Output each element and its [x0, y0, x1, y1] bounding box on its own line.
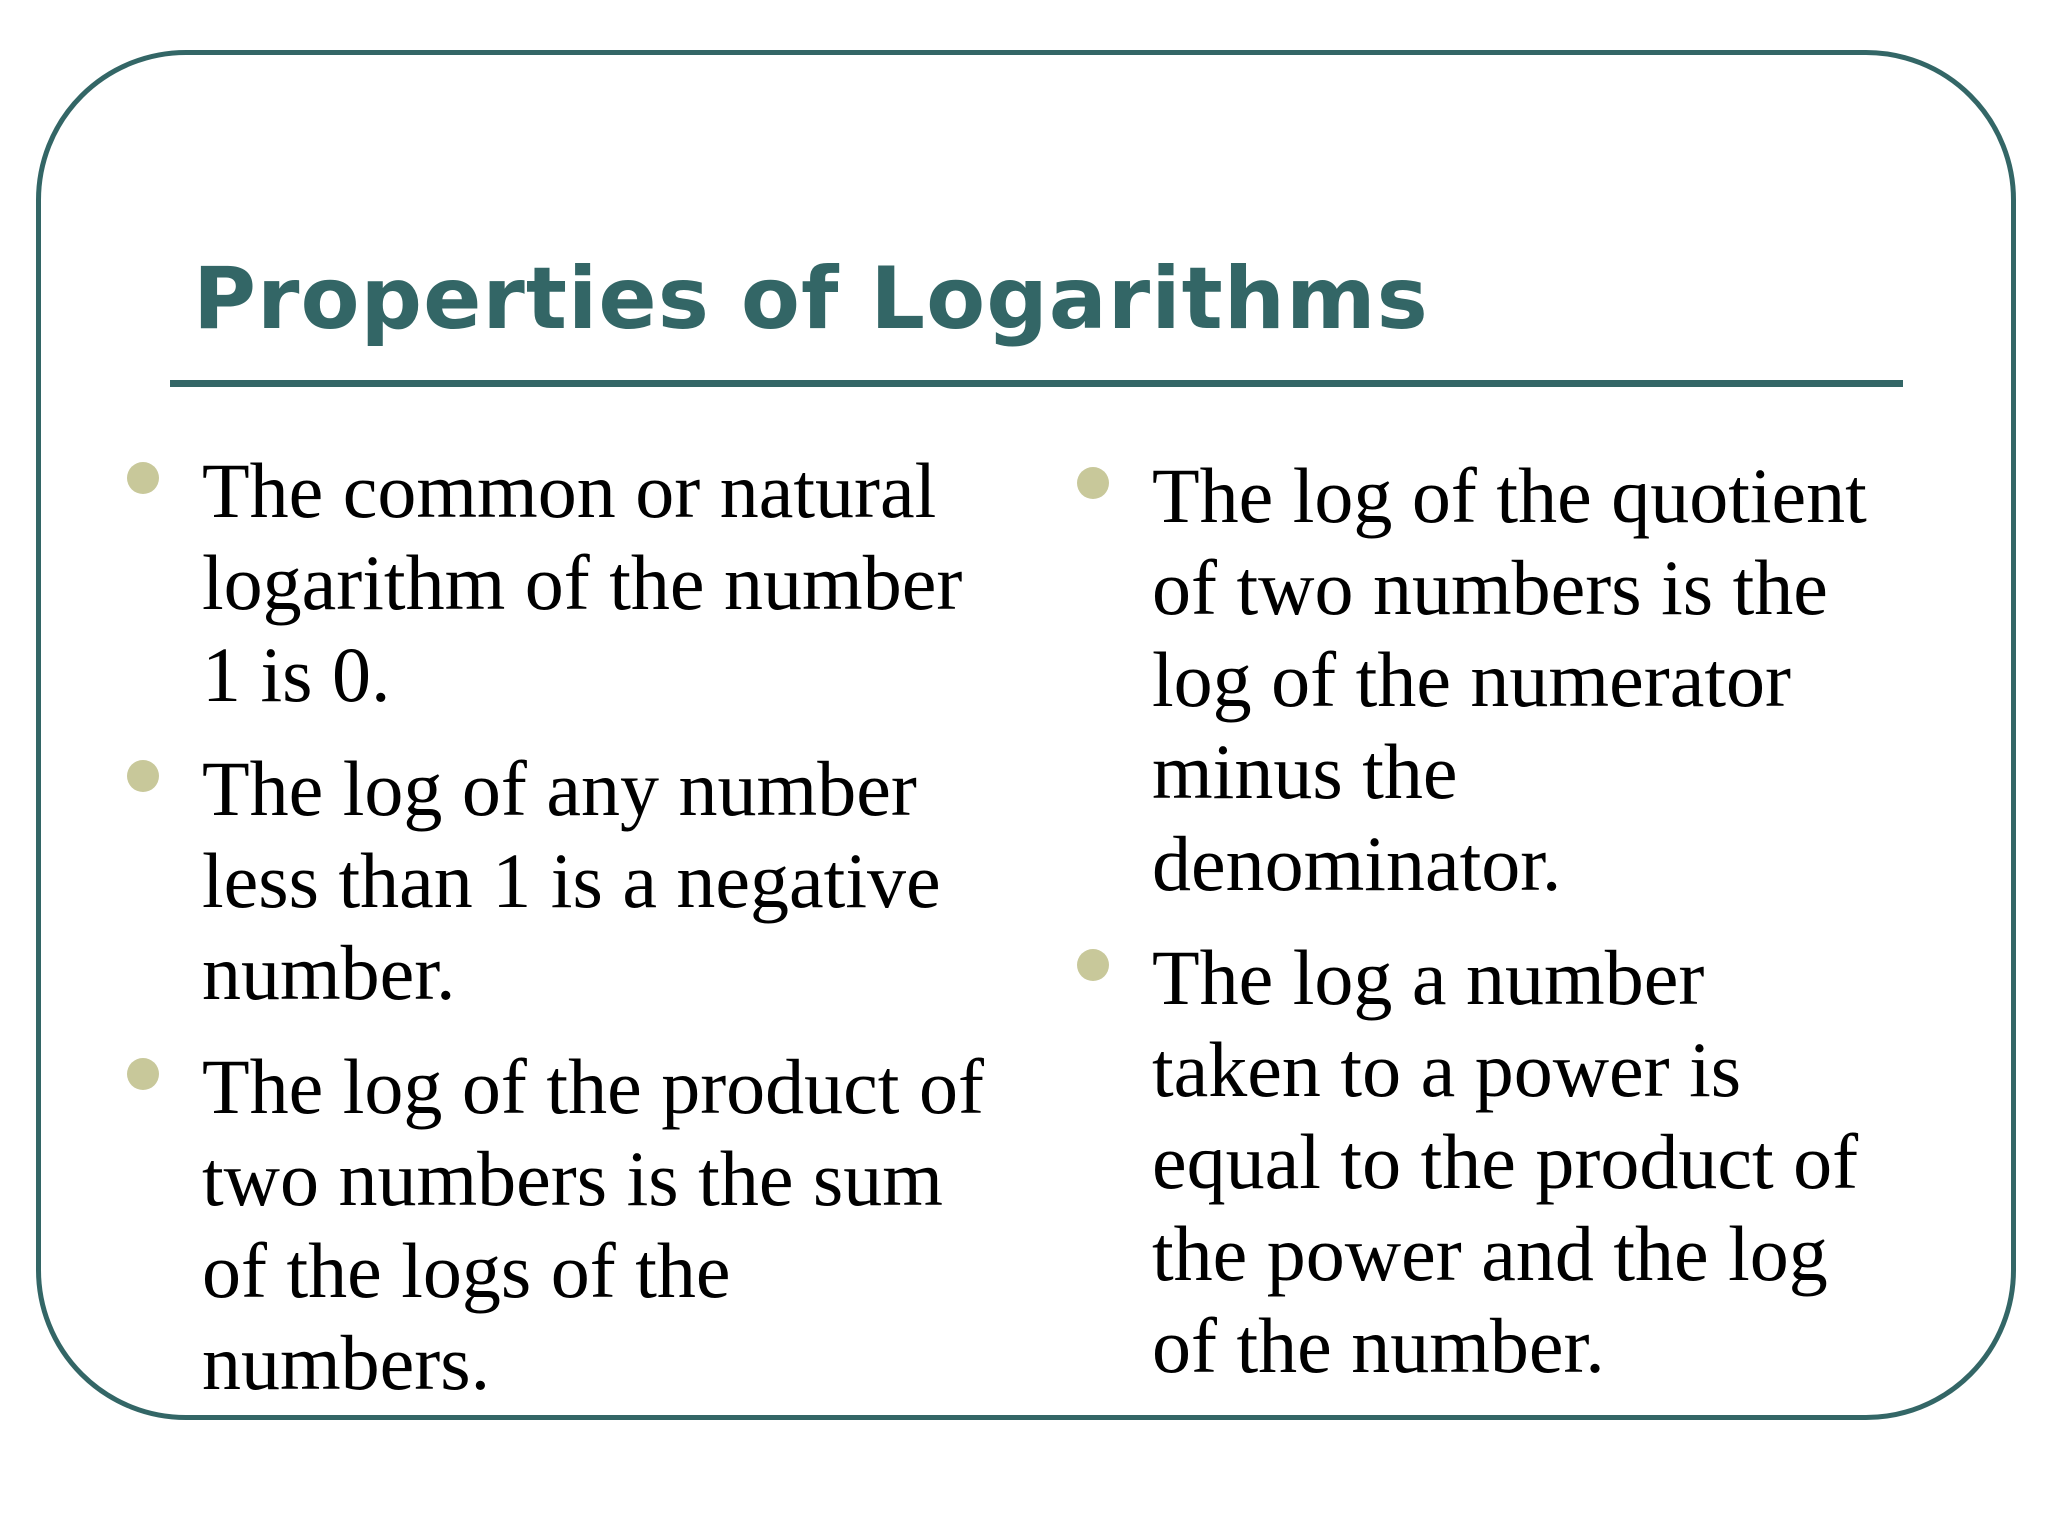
bullet-line: equal to the product of: [1152, 1118, 1859, 1205]
bullet-item: [125, 1041, 1025, 1409]
bullet-line: log of the numerator: [1152, 636, 1791, 723]
bullet-dot-icon: [127, 760, 159, 792]
right-bullet-list: [1075, 450, 1955, 1414]
bullet-line: The log of the quotient: [1152, 452, 1867, 539]
bullet-line: The log a number: [1152, 934, 1705, 1021]
bullet-line: the power and the log: [1152, 1210, 1828, 1297]
bullet-line: taken to a power is: [1152, 1026, 1742, 1113]
bullet-dot-icon: [127, 462, 159, 494]
bullet-line: 1 is 0.: [202, 631, 391, 718]
bullet-line: number.: [202, 929, 456, 1016]
bullet-line: of two numbers is the: [1152, 544, 1828, 631]
slide-title: Properties of Logarithms: [193, 249, 1429, 349]
bullet-item: [1075, 450, 1955, 910]
bullet-dot-icon: [1077, 949, 1109, 981]
left-bullet-list: [125, 445, 1025, 1431]
bullet-line: The log of the product of: [202, 1043, 984, 1130]
bullet-line: minus the: [1152, 728, 1458, 815]
bullet-dot-icon: [1077, 467, 1109, 499]
bullet-item: [125, 743, 1025, 1019]
bullet-line: two numbers is the sum: [202, 1135, 943, 1222]
bullet-item: [1075, 932, 1955, 1392]
bullet-line: logarithm of the number: [202, 539, 963, 626]
bullet-line: of the logs of the: [202, 1227, 731, 1314]
bullet-line: denominator.: [1152, 820, 1562, 907]
bullet-line: less than 1 is a negative: [202, 837, 941, 924]
bullet-line: The common or natural: [202, 447, 937, 534]
bullet-item: [125, 445, 1025, 721]
title-underline: [170, 380, 1903, 387]
bullet-dot-icon: [127, 1058, 159, 1090]
bullet-line: of the number.: [1152, 1302, 1605, 1389]
bullet-line: numbers.: [202, 1319, 491, 1406]
bullet-line: The log of any number: [202, 745, 917, 832]
